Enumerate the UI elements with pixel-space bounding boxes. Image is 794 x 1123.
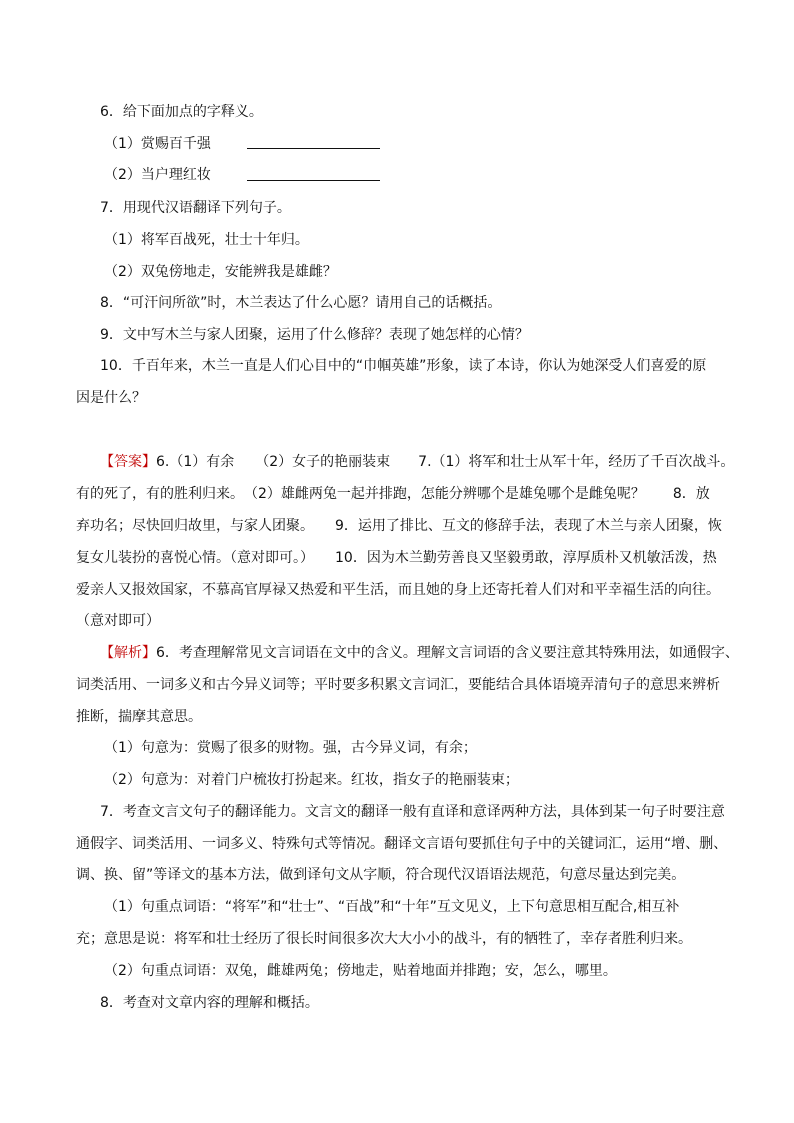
q9: 9．文中写木兰与家人团聚，运用了什么修辞？表现了她怎样的心情？	[100, 327, 529, 343]
q6-title: 6．给下面加点的字释义。	[100, 104, 263, 120]
analysis-line-7: 通假字、词类活用、一词多义、特殊句式等情况。翻译文言语句要抓住句子中的关键词汇，运用“增、删、	[76, 836, 728, 852]
q10-line-1: 10．千百年来，木兰一直是人们心目中的“巾帼英雄”形象，读了本诗，你认为她深受人们喜爱的原	[100, 358, 707, 374]
analysis-line-1	[100, 643, 739, 663]
analysis-line-12: 8．考查对文章内容的理解和概括。	[100, 995, 319, 1011]
analysis-line-9: （1）句重点词语：“将军”和“壮士”、“百战”和“十年”互文见义，上下句意思相互配合,相互补	[104, 899, 680, 915]
answer-line-3: 弃功名；尽快回归故里，与家人团聚。 9．运用了排比、互文的修辞手法，表现了木兰与亲人团聚，恢	[76, 518, 722, 534]
q6-item-1-answer-blank	[247, 148, 380, 149]
analysis-line-3: 推断，揣摩其意思。	[76, 709, 202, 725]
analysis-line-10: 充；意思是说：将军和壮士经历了很长时间很多次大大小小的战斗，有的牺牲了，幸存者胜利归来。	[76, 931, 692, 947]
answer-line-6: （意对即可）	[76, 613, 160, 629]
analysis-line-6: 7．考查文言文句子的翻译能力。文言文的翻译一般有直译和意译两种方法，具体到某一句子时要注意	[100, 804, 725, 820]
analysis-line-11: （2）句重点词语：双兔，雌雄两兔；傍地走，贴着地面并排跑；安，怎么，哪里。	[104, 963, 617, 979]
answer-text-1: 6.（1）有余 （2）女子的艳丽装束 7.（1）将军和壮士从军十年，经历了千百次战斗。	[156, 454, 735, 470]
analysis-line-8: 调、换、留”等译文的基本方法，做到译句文从字顺，符合现代汉语语法规范，句意尽量达到完美。	[76, 867, 686, 883]
answer-line-5: 爱亲人又报效国家，不慕高官厚禄又热爱和平生活，而且她的身上还寄托着人们对和平幸福生活的向往。	[76, 582, 720, 598]
q6-item-2: （2）当户理红妆	[104, 167, 211, 183]
analysis-text-1: 6．考查理解常见文言词语在文中的含义。理解文言词语的含义要注意其特殊用法，如通假字、	[156, 645, 739, 661]
q7-title: 7．用现代汉语翻译下列句子。	[100, 200, 291, 216]
analysis-line-4: （1）句意为：赏赐了很多的财物。强，古今异义词，有余；	[104, 740, 477, 756]
q6-item-2-answer-blank	[247, 180, 380, 181]
q7-item-1: （1）将军百战死，壮士十年归。	[104, 232, 309, 248]
answer-label: 【答案】	[100, 454, 156, 470]
analysis-label: 【解析】	[100, 645, 156, 661]
q8: 8．“可汗问所欲”时，木兰表达了什么心愿？请用自己的话概括。	[100, 295, 502, 311]
analysis-line-2: 词类活用、一词多义和古今异义词等；平时要多积累文言词汇，要能结合具体语境弄清句子的意思来辨析	[76, 677, 720, 693]
answer-line-2: 有的死了，有的胜利归来。 （2）雄雌两兔一起并排跑，怎能分辨哪个是雄兔哪个是雌兔呢？ 8．放	[76, 486, 710, 502]
q7-item-2: （2）双兔傍地走，安能辨我是雄雌？	[104, 264, 337, 280]
q10-line-2: 因是什么？	[76, 390, 146, 406]
answer-line-1	[100, 452, 734, 472]
analysis-line-5: （2）句意为：对着门户梳妆打扮起来。红妆，指女子的艳丽装束；	[104, 772, 519, 788]
q6-item-1: （1）赏赐百千强	[104, 136, 211, 152]
answer-line-4: 复女儿装扮的喜悦心情。（意对即可。） 10．因为木兰勤劳善良又坚毅勇敢，淳厚质朴又机敏活泼，热	[76, 550, 717, 566]
